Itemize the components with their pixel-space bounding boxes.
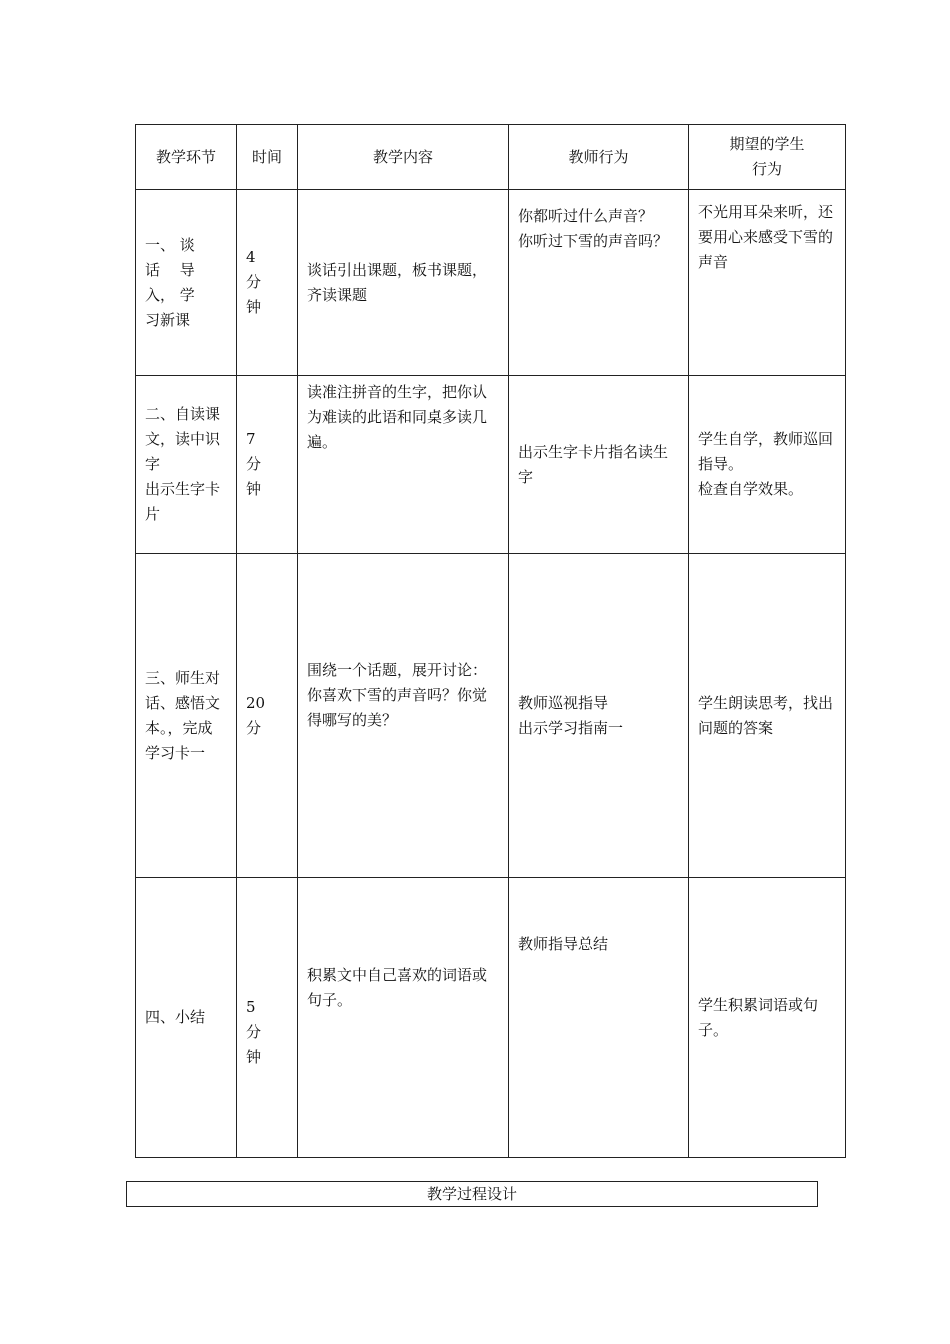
row-time: 5 分 钟 bbox=[237, 878, 298, 1158]
table-row bbox=[136, 878, 846, 1158]
table-header-row bbox=[136, 125, 846, 190]
header-content: 教学内容 bbox=[298, 125, 509, 190]
lesson-plan-table bbox=[135, 124, 846, 1158]
row-teacher: 出示生字卡片指名读生字 bbox=[509, 376, 689, 554]
row-teacher: 你都听过什么声音？ 你听过下雪的声音吗？ bbox=[509, 190, 689, 376]
row-stage: 四、小结 bbox=[136, 878, 237, 1158]
row-content: 围绕一个话题，展开讨论：你喜欢下雪的声音吗？你觉得哪写的美？ bbox=[298, 554, 509, 878]
row-content: 谈话引出课题，板书课题，齐读课题 bbox=[298, 190, 509, 376]
table-row bbox=[136, 376, 846, 554]
row-teacher: 教师指导总结 bbox=[509, 878, 689, 1158]
row-content: 积累文中自己喜欢的词语或句子。 bbox=[298, 878, 509, 1158]
table-row bbox=[136, 190, 846, 376]
row-student: 学生积累词语或句子。 bbox=[689, 878, 846, 1158]
row-teacher: 教师巡视指导 出示学习指南一 bbox=[509, 554, 689, 878]
row-student: 不光用耳朵来听，还要用心来感受下雪的声音 bbox=[689, 190, 846, 376]
header-student: 期望的学生 行为 bbox=[689, 125, 846, 190]
header-time: 时间 bbox=[237, 125, 298, 190]
row-stage: 二、自读课文，读中识字 出示生字卡片 bbox=[136, 376, 237, 554]
row-student: 学生朗读思考，找出问题的答案 bbox=[689, 554, 846, 878]
row-student: 学生自学，教师巡回指导。 检查自学效果。 bbox=[689, 376, 846, 554]
row-content: 读准注拼音的生字，把你认为难读的此语和同桌多读几遍。 bbox=[298, 376, 509, 554]
table-row bbox=[136, 554, 846, 878]
header-teacher: 教师行为 bbox=[509, 125, 689, 190]
row-time: 7 分 钟 bbox=[237, 376, 298, 554]
row-stage: 一、 谈 话 导 入， 学 习新课 bbox=[136, 190, 237, 376]
header-stage: 教学环节 bbox=[136, 125, 237, 190]
row-time: 4 分 钟 bbox=[237, 190, 298, 376]
row-stage: 三、师生对话、感悟文本。，完成学习卡一 bbox=[136, 554, 237, 878]
section-title-box: 教学过程设计 bbox=[126, 1181, 818, 1207]
row-time: 20 分 bbox=[237, 554, 298, 878]
